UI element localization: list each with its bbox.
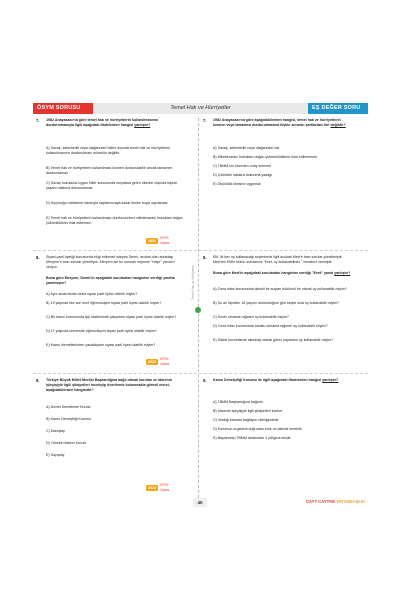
- option-a: A) TBMM Başkanlığına bağlıdır.: [213, 400, 264, 404]
- option-d: D) Yüksek Hakem Kurulu: [46, 441, 87, 445]
- option-d: D) Çekirdek haklara dokunma yasağı: [213, 173, 273, 177]
- option-d: D) Ceza infaz kurumunda tutuklu olmama rağmen oy kullanabilir miyim?: [213, 324, 328, 328]
- option-d: D) 17 yaşında üniversite öğrencisiyim siyasi parti üyesi olabilir miyim?: [46, 329, 157, 333]
- osym-label: ÖSYM SORUSU: [33, 103, 93, 114]
- brand-label: CAYT CAYTKE VATANDAŞLIK: [306, 499, 366, 504]
- option-b: B) Şu an ölçekler 18 yaşımı doldurduğum gün seçim olsa oy kullanabilir miyim?: [213, 301, 340, 305]
- option-c: C) Savaş hukukuna uygun fiiller sonucunda meydana gelen ölümler dışında kişinin yaşam hakkına dokunulamaz.: [46, 181, 178, 191]
- source-label: KPSS Lisans: [160, 356, 170, 366]
- option-e: E) Temel hak ve hürriyetlerin kullanılması durdurulurken milletlerarası hukuktan doğan yükümlülükler ihlal edilemez.: [46, 216, 183, 226]
- option-e: E) Başdenetçi TBMM tarafından 4 yıllığına seçilir.: [213, 436, 292, 440]
- source-badge: [146, 356, 170, 366]
- option-b: B) Kamu Denetçiliği Kurumu: [46, 417, 92, 421]
- option-e: E) Kamu hizmetlerinden yasaklıyken siyasi parti üyesi olabilir miyim?: [46, 343, 156, 347]
- option-e: E) Ölçülülük ilkesine uygunluk: [213, 182, 261, 186]
- question-number: 7.: [36, 118, 40, 123]
- option-b: B) İdarenin işleyişiyle ilgili şikâyetleri inceler.: [213, 409, 284, 413]
- question-stem: 1982 Anayasası'na göre temel hak ve hürriyetlerin kullanılmasının durdurulmasıyla ilgili aşağıdaki ifadelerden hangisi yanlıştır?: [46, 118, 158, 128]
- section-header: [33, 103, 368, 114]
- option-c: C) Kısıtlı olmama rağmen oy kullanabilir miyim?: [213, 315, 289, 319]
- question-number: 8.: [36, 255, 40, 260]
- option-b: B) 19 yaşında lise son sınıf öğrencisiyim siyasi parti üyesi olabilir miyim?: [46, 301, 162, 305]
- option-d: D) Kurumun organına doğrudan erkir ve talimat verebilir.: [213, 427, 303, 431]
- option-e: E) Silahlı kuvvetlerde asbubay olarak görev yaparken oy kullanabilir miyim?: [213, 338, 334, 342]
- source-label: KPSS Lisans: [160, 482, 170, 492]
- page-number: 40: [193, 498, 207, 507]
- marker-dot-icon: [195, 307, 201, 313]
- option-e: E) Sayıştay: [46, 453, 65, 457]
- question-number: 8.: [203, 255, 207, 260]
- esdeger-label: EŞ DEĞER SORU: [308, 103, 368, 114]
- question-stem: 1982 Anayasası'na göre aşağıdakilerden hangisi, temel hak ve hürriyetlerin kısmen veya tamamen durdurulmasına ilişkin zorunlu şartlardan biri değildir?: [213, 118, 346, 128]
- option-d: D) Suçluluğu mahkeme kararıyla saptanıncaya kadar kimse suçlu sayılamaz.: [46, 201, 169, 205]
- option-c: C) Danıştay: [46, 429, 65, 433]
- question-number: 9.: [203, 378, 207, 383]
- row-separator: [33, 250, 368, 251]
- year-badge: 2022: [148, 239, 156, 243]
- topic-title: Temel Hak ve Hürriyetler: [93, 103, 308, 114]
- source-badge: [146, 235, 170, 245]
- option-a: A) Ceza infaz kurumunda taksirli bir suçtan hükümlü bir olarak oy kullanabilir miyim?: [213, 287, 347, 291]
- option-c: C) Verdiği kararlar bağlayıcı niteliğindedir.: [213, 418, 280, 422]
- option-b: B) Milletlerarası hukuktan doğan yükümlülüklerin ihlal edilmemesi: [213, 155, 317, 159]
- year-badge: 2022: [148, 360, 156, 364]
- source-label: KPSS Lisans: [160, 235, 170, 245]
- row-separator: [33, 373, 368, 374]
- year-badge: 2022: [148, 486, 156, 490]
- question-stem: Kamu Denetçiliği Kurumu ile ilgili aşağıdaki ifadelerden hangisi yanlıştır?: [213, 378, 339, 382]
- source-badge: [146, 482, 170, 492]
- question-context: Elif, ilk kez oy kullanacağı seçimlerde ilgili avukatı Mert'e bazı sorular yöneltmiştir. Mert'ten Elif'in bütün sorularına "Evet, oy kullanabilirsin." cevabını vermiştir.: [213, 255, 343, 265]
- option-a: A) Savaş, seferberlik veya olağanüstü hâller dışında temel hak ve hürriyetlerin kullanılmasının durdurulması mümkün değildir.: [46, 146, 171, 156]
- question-stem: Buna göre Meryem, Demir'in aşağıdaki sorulardan hangisine verdiği yanıtta yanılmıştır?: [46, 276, 175, 286]
- question-stem: Türkiye Büyük Millet Meclisi Başkanlığına bağlı olarak kurulan ve idarenin işleyişiyle ilgili şikâyetleri inceleyip önerilerde bulunmakla görevli merci, aşağıdakilerden hangisidir?: [46, 378, 173, 393]
- question-number: 9.: [36, 378, 40, 383]
- option-c: C) TBMM'nin önceden onay vermesi: [213, 164, 271, 168]
- option-a: A) Savaş, seferberlik veya olağanüstü hal: [213, 146, 280, 150]
- question-number: 7.: [203, 118, 207, 123]
- option-b: B) Temel hak ve hürriyetlerin kullanılması kısmen durdurulabilir ancak tamamen durdurulamaz.: [46, 166, 173, 176]
- question-stem: Buna göre Mert'in aşağıdaki sorulardan hangisine verdiği "Evet" yanıtı yanlıştır?: [213, 271, 351, 275]
- question-context: Siyasi parti üyeliği konusunda bilgi edinmek isteyen Demir, avukat olan arkadaşı Meryem'e bazı sorular yöneltiyor. Meryem ise bu soruları hepsine "Hayır" yanıtını veriyor.: [46, 255, 175, 270]
- vertical-topic-text: Temel Hak ve Hürriyetler: [191, 265, 195, 300]
- option-a: A) Devlet Denetleme Kurulu: [46, 405, 91, 409]
- option-c: C) Bir kamu kurumunda işçi statüsünde çalışırken siyasi parti üyesi olabilir miyim?: [46, 315, 177, 319]
- option-a: A) Aynı anda birden fazla siyasi parti üyesi olabilir miyim?: [46, 292, 138, 296]
